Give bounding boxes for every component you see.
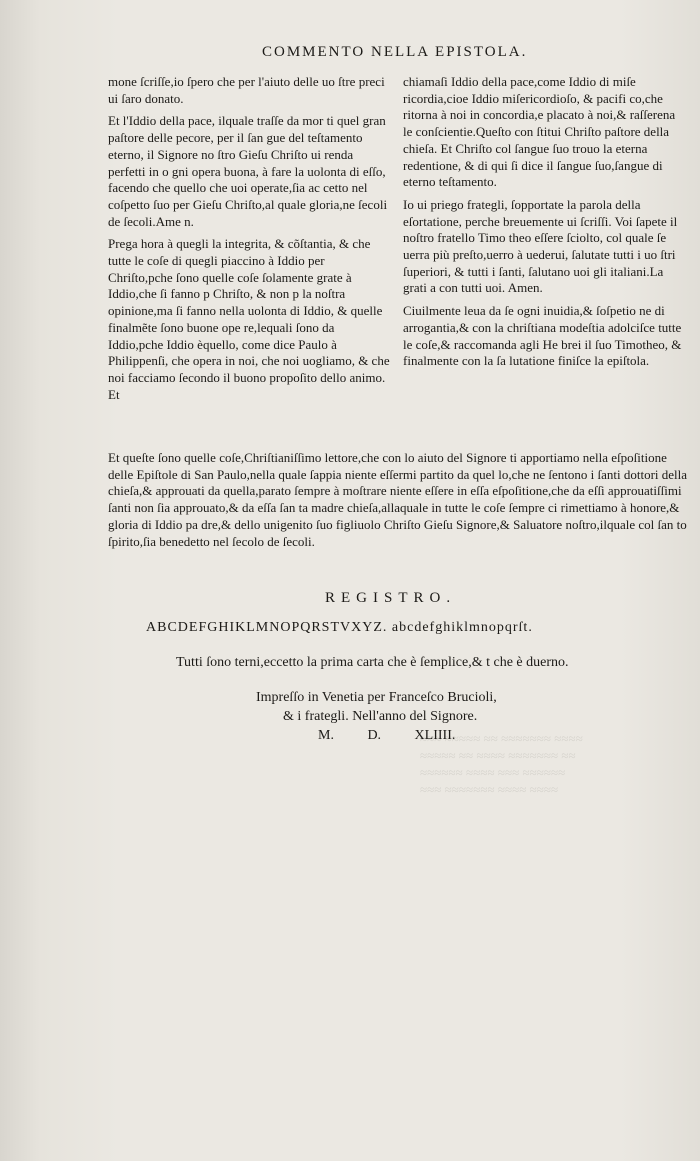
left-column	[108, 74, 390, 403]
paragraph: chiamaſi Iddio della pace,come Iddio di miſe ricordia,cioe Iddio miſericordioſo, & pacifi co,che ritorna à noi in concordia,e placato à noi,& raſſerena le conſcientie.Queſto con ſtitui Chriſto paſtore della chieſa. Et Chriſto col ſangue ſuo trouo la eterna redentione, & di qui ſi dice il ſangue ſuo,ſangue di eterno teſtamento.	[403, 74, 676, 190]
colophon-line: & i frategli. Nell'anno del Signore.	[283, 709, 478, 724]
registro-note: Tutti ſono terni,eccetto la prima carta che è ſemplice,& t che è duerno.	[176, 655, 569, 670]
registro-heading: REGISTRO.	[325, 590, 457, 606]
paragraph: Ciuilmente leua da ſe ogni inuidia,& ſoſpetio ne di arrogantia,& con la chriſtiana modeſtia adolciſce tutte le coſe,& raccomanda agli He brei il ſuo Timotheo, & finalmente con la ſa lutatione finiſce la epiſtola.	[403, 303, 682, 369]
colophon	[256, 688, 497, 745]
paragraph: Io ui priego frategli, ſopportate la parola della eſortatione, perche breuemente ui ſcriſſi. Voi ſapete il noſtro fratello Timo theo eſſere ſciolto, col quale ſe uerra più preſto,uerro à uederui, ſalutate tutti i uo ſtri ſuperiori, & tutti i ſanti, ſalutano uoi gli italiani.La grati a con tutti uoi. Amen.	[403, 196, 678, 296]
closing-paragraph: Et queſte ſono quelle coſe,Chriſtianiſſimo lettore,che con lo aiuto del Signore ti apportiamo nella eſpoſitione delle Epiſtole di San Paulo,nella quale ſappia niente eſſermi partito da quel lo,che ne ſentono i ſanti dottori della chieſa,& approuati da quella,parato ſempre à moſtrare niente eſſere in eſſa eſpoſitione,che da eſſi approuatiſſimi ſanti non ſia approuato,& da eſſa ſan ta madre chieſa,allaquale in tutte le coſe ſempre ci rimettiamo à honore,& gloria di Iddio pa dre,& dello unigenito ſuo figliuolo Chriſto Gieſu Signore,& Saluatore noſtro,ilquale col ſan to ſpirito,ſia benedetto nel ſecolo de ſecoli.	[108, 450, 688, 549]
show-through-text: ≈≈≈ ≈≈≈≈≈ ≈≈ ≈≈≈≈≈≈≈ ≈≈≈≈ ≈≈≈≈≈ ≈≈ ≈≈≈≈ ≈≈≈≈≈≈≈ ≈≈ ≈≈≈≈≈≈ ≈≈≈≈ ≈≈≈ ≈≈≈≈≈≈ ≈≈≈ ≈≈≈≈≈≈≈ ≈≈≈≈ ≈≈≈≈	[420, 731, 583, 797]
paragraph: Et l'Iddio della pace, ilquale traſſe da mor ti quel gran paſtore delle pecore, per il ſan gue del teſtamento eterno, il Signore no ſtro Gieſu Chriſto ui renda perfetti in o gni opera buona, à fare la uolonta di eſſo, facendo che quello che uoi operate,ſia ac cetto nel coſpetto ſuo per Gieſu Chriſto,al quale gloria,ne ſecoli de ſecoli.Ame n.	[108, 113, 388, 229]
colophon-line: Impreſſo in Venetia per Franceſco Brucioli,	[256, 690, 497, 705]
right-column	[403, 74, 685, 370]
registro-alphabet: ABCDEFGHIKLMNOPQRSTVXYZ. abcdefghiklmnopqrſt.	[146, 620, 533, 635]
paragraph: mone ſcriſſe,io ſpero che per l'aiuto delle uo ſtre preci ui ſaro donato.	[108, 74, 385, 106]
running-title: COMMENTO NELLA EPISTOLA.	[262, 44, 528, 60]
paragraph: Prega hora à quegli la integrita, & cõſtantia, & che tutte le coſe di quegli piaccino à Iddio per Chriſto,pche ſono quelle coſe ſolamente grate à Iddio,che ſi fanno p Chriſto, & non p la noſtra opinione,ma ſi fanno nella uolonta di Iddio, & quelle finalmẽte ſono buone ope re,lequali ſono da Iddio,pche Iddio èquello, come dice Paulo à Philippenſi, che opera in noi, che noi uogliamo, & che noi facciamo ſecondo il buono propoſito dello animo. Et	[108, 236, 390, 402]
colophon-date: M. D. XLIIII.	[318, 728, 456, 743]
